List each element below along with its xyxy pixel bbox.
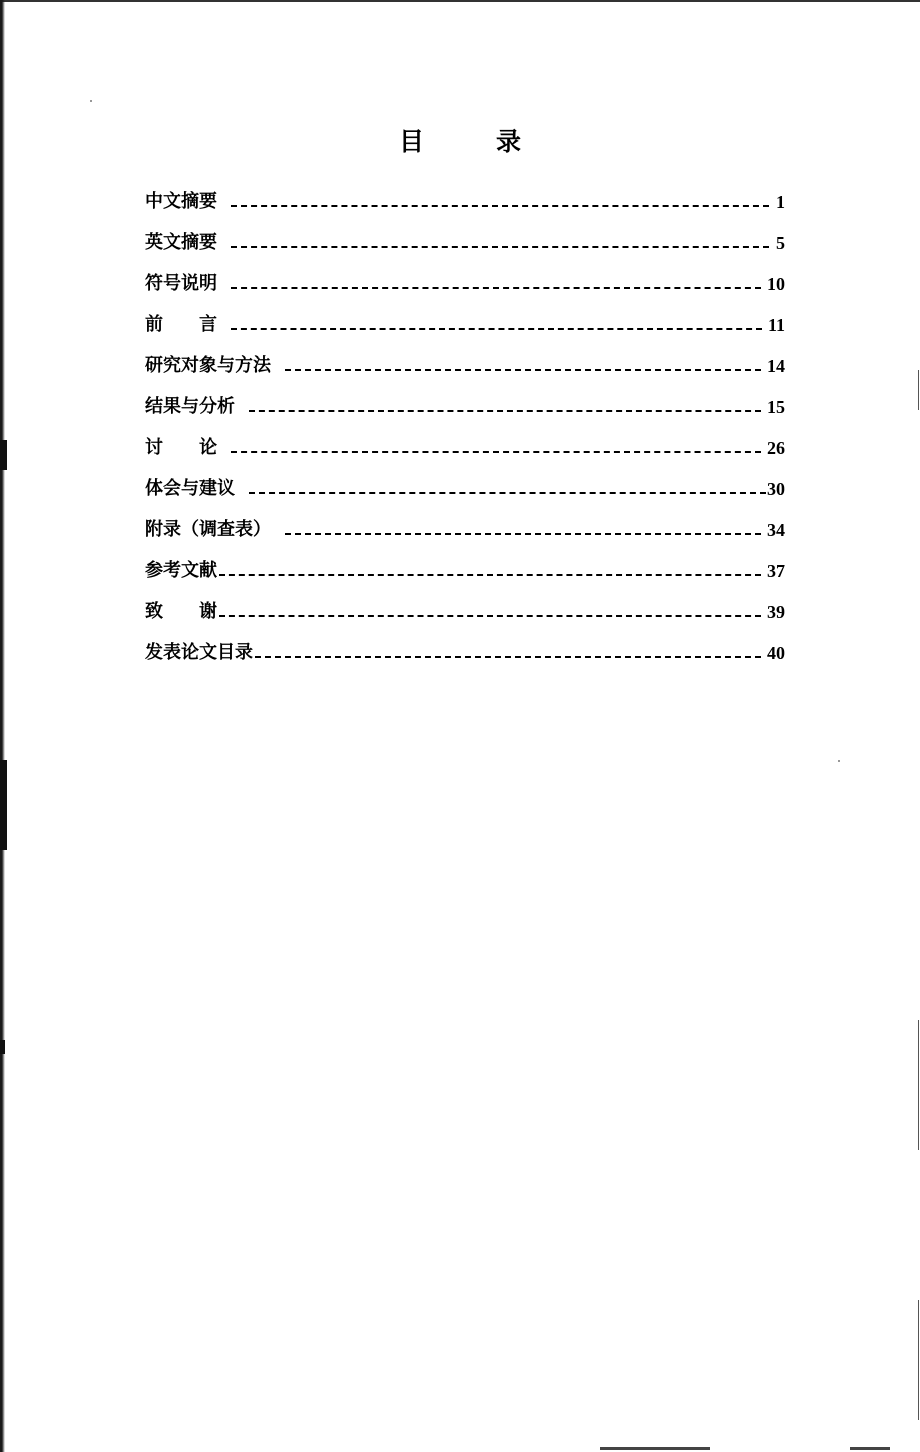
scan-right-mark (918, 1020, 919, 1150)
toc-entry-label: 英文摘要 (145, 232, 217, 253)
toc-entry-label: 致 谢 (145, 601, 217, 622)
toc-entry-label: 符号说明 (145, 273, 217, 294)
toc-entry-references[interactable] (145, 541, 785, 582)
toc-entry-english-abstract[interactable] (145, 213, 785, 254)
toc-entry-results[interactable] (145, 377, 785, 418)
toc-title (0, 122, 920, 158)
toc-entry-page: 26 (767, 438, 785, 458)
scan-bottom-mark (600, 1447, 710, 1450)
toc-entry-page: 1 (776, 192, 785, 212)
toc-entry-page: 34 (767, 520, 785, 540)
scan-right-mark (918, 370, 919, 410)
toc-entry-page: 37 (767, 561, 785, 581)
toc-leader-dots (231, 451, 761, 453)
toc-entry-suggestions[interactable] (145, 459, 785, 500)
toc-entry-label: 讨 论 (145, 437, 217, 458)
toc-entry-label: 前 言 (145, 314, 217, 335)
toc-entry-chinese-abstract[interactable] (145, 172, 785, 213)
toc-leader-dots (255, 656, 761, 658)
toc-entry-page: 11 (767, 315, 785, 335)
scan-speck (90, 100, 92, 102)
toc-entry-page: 30 (767, 479, 785, 499)
scan-left-mark (0, 1040, 5, 1054)
toc-entry-discussion[interactable] (145, 418, 785, 459)
toc-list (145, 172, 785, 664)
toc-entry-page: 15 (767, 397, 785, 417)
toc-entry-label: 中文摘要 (145, 191, 217, 212)
toc-entry-label: 研究对象与方法 (145, 355, 271, 376)
toc-entry-page: 39 (767, 602, 785, 622)
toc-title-first: 目 (398, 127, 424, 156)
toc-entry-page: 5 (776, 233, 785, 253)
scan-speck (838, 760, 840, 762)
toc-leader-dots (285, 369, 761, 371)
toc-entry-label: 结果与分析 (145, 396, 235, 417)
toc-entry-page: 10 (767, 274, 785, 294)
toc-leader-dots (285, 533, 761, 535)
scan-bottom-mark (850, 1447, 890, 1450)
toc-leader-dots (249, 410, 761, 412)
toc-entry-methods[interactable] (145, 336, 785, 377)
toc-entry-acknowledgements[interactable] (145, 582, 785, 623)
scan-left-mark (0, 440, 7, 470)
scan-right-mark (918, 1300, 919, 1420)
toc-entry-label: 体会与建议 (145, 478, 235, 499)
toc-entry-publications[interactable] (145, 623, 785, 664)
toc-entry-label: 发表论文目录 (145, 642, 253, 663)
scan-top-edge (0, 0, 920, 2)
toc-leader-dots (231, 246, 769, 248)
toc-entry-appendix[interactable] (145, 500, 785, 541)
toc-entry-label: 附录（调查表） (145, 519, 271, 540)
toc-leader-dots (231, 205, 769, 207)
toc-title-second: 录 (496, 127, 522, 156)
scan-left-mark (0, 760, 7, 850)
toc-leader-dots (231, 287, 761, 289)
toc-entry-preface[interactable] (145, 295, 785, 336)
toc-entry-page: 40 (767, 643, 785, 663)
toc-entry-symbols[interactable] (145, 254, 785, 295)
toc-leader-dots (249, 492, 766, 494)
scan-left-edge (0, 0, 5, 1452)
toc-entry-page: 14 (767, 356, 785, 376)
toc-leader-dots (219, 574, 761, 576)
toc-leader-dots (231, 328, 762, 330)
toc-entry-label: 参考文献 (145, 560, 217, 581)
toc-leader-dots (219, 615, 761, 617)
